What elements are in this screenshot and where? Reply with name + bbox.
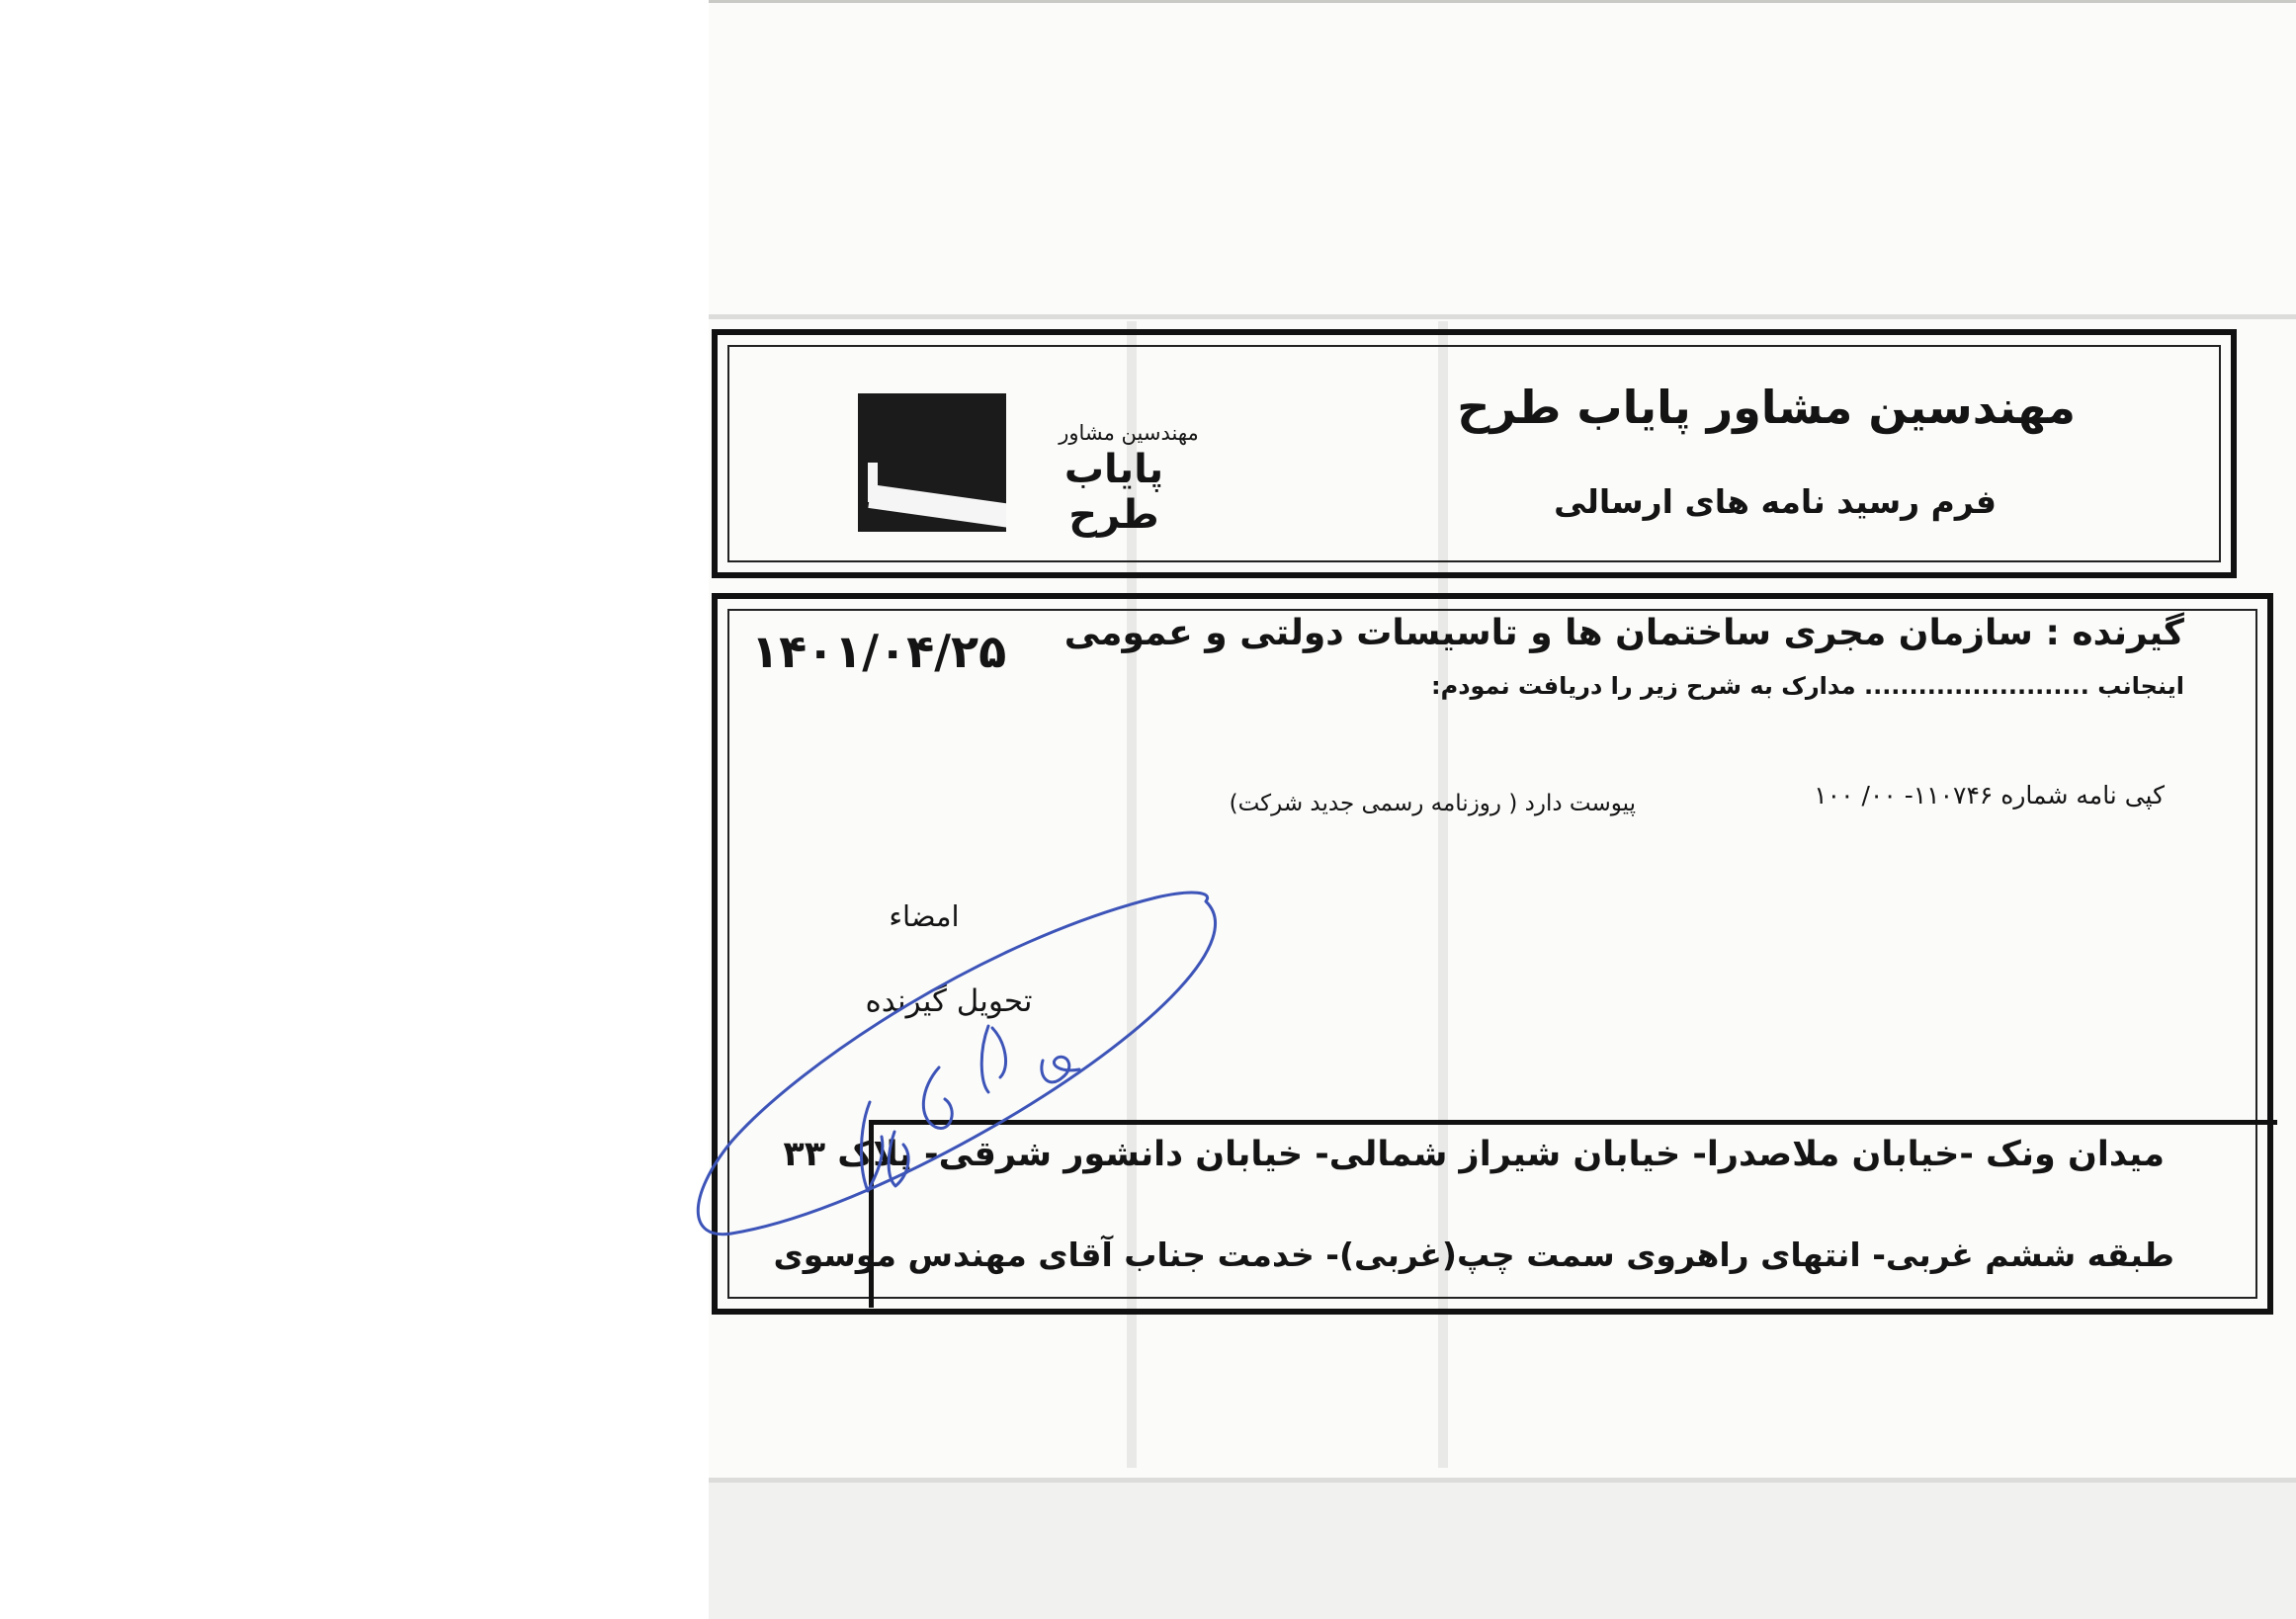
signature-stroke xyxy=(1042,1057,1079,1082)
receiver-label: تحویل گیرنده xyxy=(865,983,1033,1019)
form-title: فرم رسید نامه های ارسالی xyxy=(1554,482,1997,521)
signature-label: امضاء xyxy=(889,899,960,933)
letter-date: ۱۴۰۱/۰۴/۲۵ xyxy=(751,625,1007,678)
acknowledgement-line: اینجانب ......................... مدارک به شرح زیر را دریافت نمودم: xyxy=(1431,672,2184,700)
logo-caption-big: پایاب طرح xyxy=(1063,447,1164,538)
signature-stroke xyxy=(981,1026,1005,1092)
paper-top-edge xyxy=(709,0,2296,3)
address-line-2: طبقه ششم غربی- انتهای راهروی سمت چپ(غربی)- خدمت جناب آقای مهندس موسوی xyxy=(773,1236,2174,1274)
signature-stroke xyxy=(861,1102,882,1191)
paper-bottom-fold xyxy=(709,1483,2296,1619)
company-logo xyxy=(858,393,1006,532)
signature-stroke xyxy=(889,1132,908,1186)
address-line-1: میدان ونک -خیابان ملاصدرا- خیابان شیراز شمالی- خیابان دانشور شرقی- پلاک ۳۳ xyxy=(783,1135,2165,1174)
attachment-note: پیوست دارد ( روزنامه رسمی جدید شرکت) xyxy=(1229,791,1636,816)
signature-loop xyxy=(698,893,1215,1235)
company-title: مهندسین مشاور پایاب طرح xyxy=(1457,381,2076,434)
handwritten-signature xyxy=(692,880,1245,1255)
logo-caption-small: مهندسین مشاور xyxy=(1059,421,1199,445)
paper-fold-line xyxy=(709,314,2296,319)
signature-stroke xyxy=(923,1067,952,1129)
recipient-line: گیرنده : سازمان مجری ساختمان ها و تاسیسات دولتی و عمومی xyxy=(1063,613,2184,653)
letter-copy-reference: کپی نامه شماره ۱۱۰۷۴۶- ۰۰/ ۱۰۰ xyxy=(1814,781,2165,810)
